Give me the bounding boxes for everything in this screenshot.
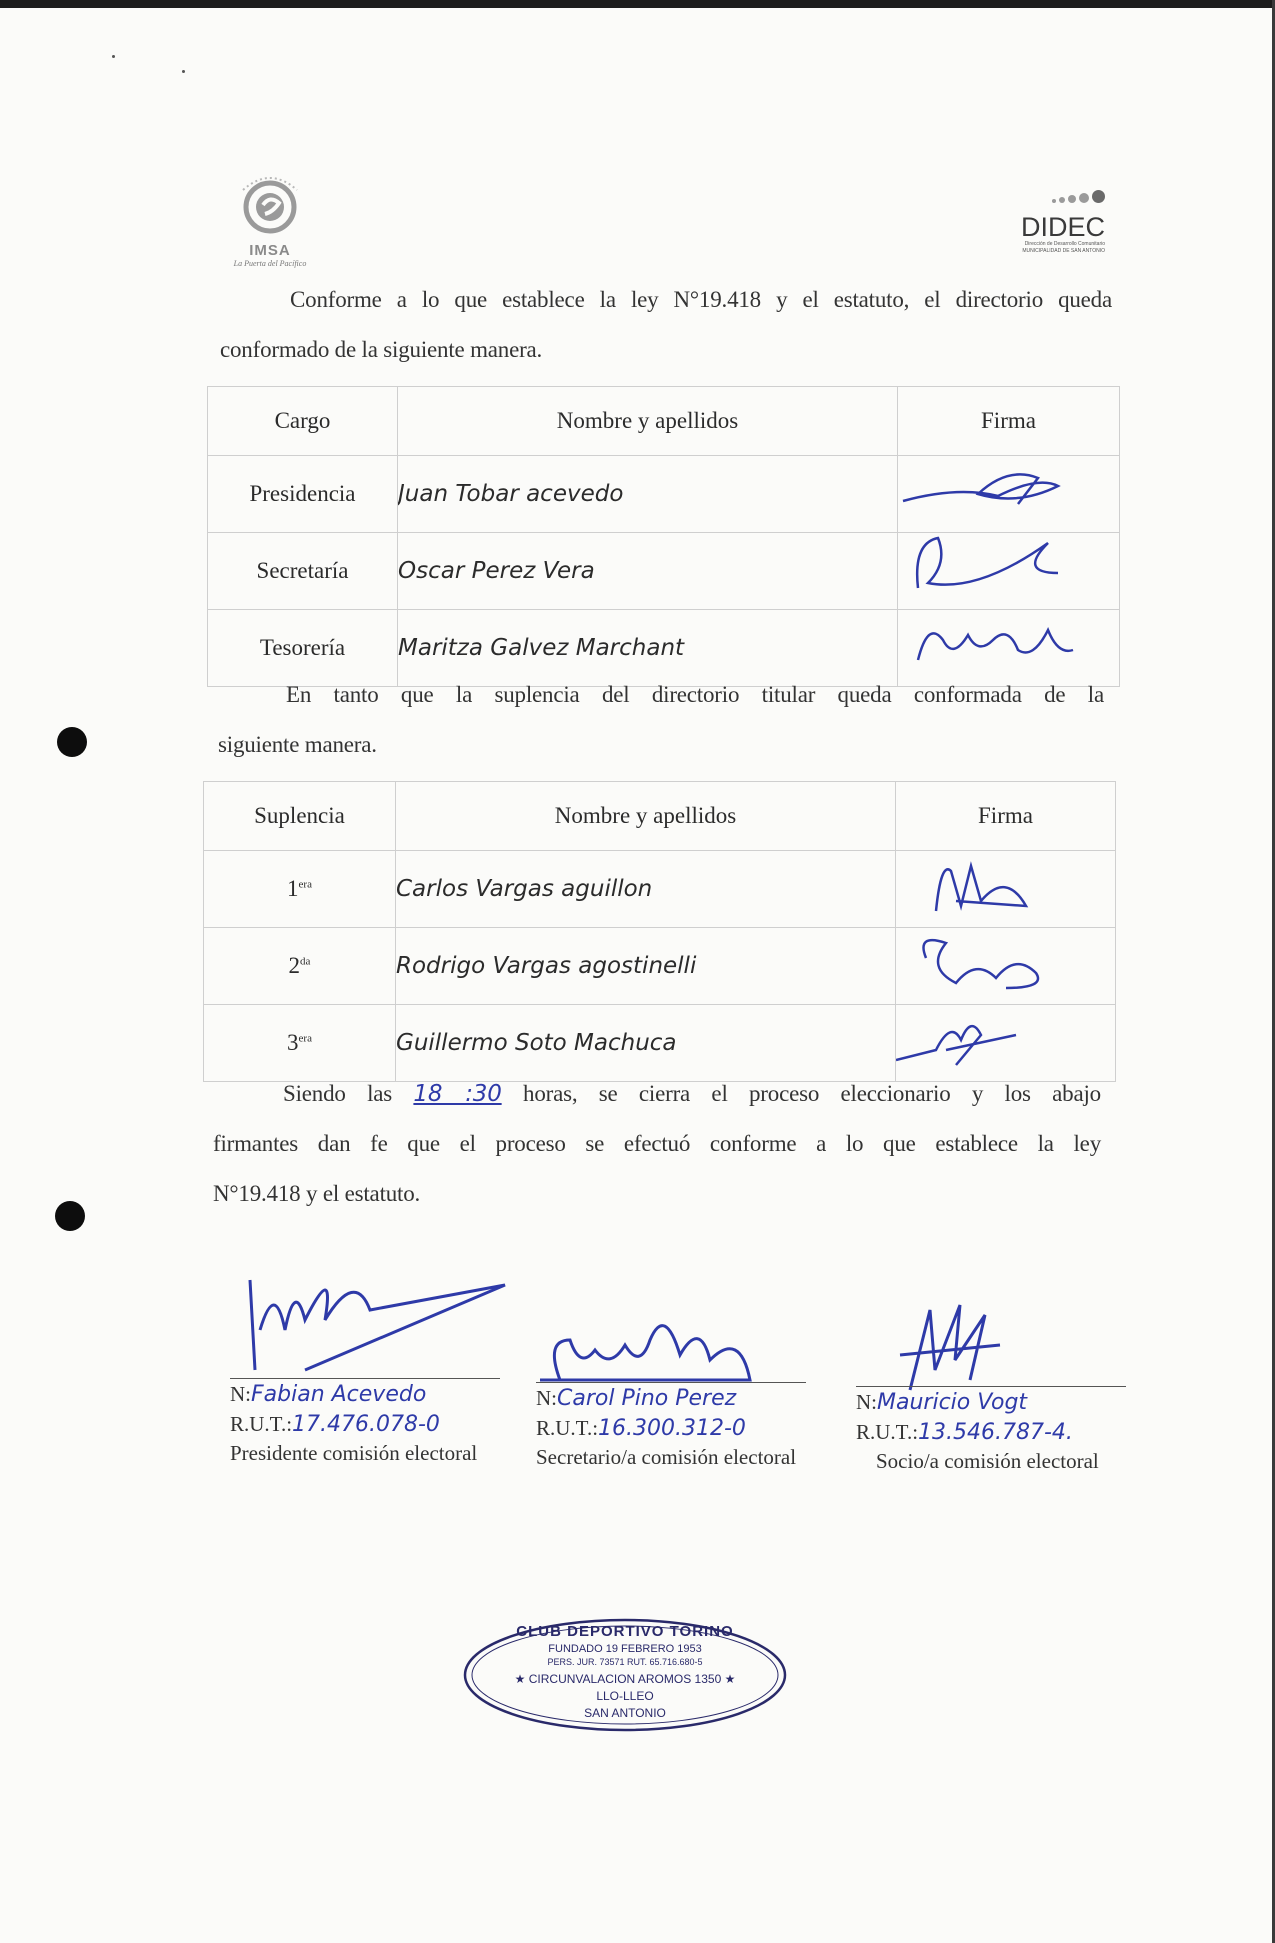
stamp-line-1: FUNDADO 19 FEBRERO 1953 <box>548 1643 702 1655</box>
dideco-logo-name: DIDEC <box>1020 212 1105 242</box>
middle-line-1: En tanto que la suplencia del directorio titular queda conformada de la <box>286 682 1104 707</box>
dideco-logo-tagline: Dirección de Desarrollo Comunitario <box>1024 241 1105 247</box>
signatory-presidente <box>230 1378 510 1466</box>
handwritten-name: Guillermo Soto Machuca <box>396 1005 896 1082</box>
role-label: Presidente comisión electoral <box>230 1441 478 1465</box>
imsa-logo-name: IMSA <box>249 242 291 259</box>
handwritten-name: Rodrigo Vargas agostinelli <box>396 928 896 1005</box>
socio-signature <box>880 1300 1040 1400</box>
suplencia-cell <box>204 928 396 1005</box>
signature-mark <box>896 851 1116 921</box>
signatory-secretario <box>536 1382 816 1470</box>
dideco-logo-tagline-2: MUNICIPALIDAD DE SAN ANTONIO <box>1022 247 1105 254</box>
closing-pre: Siendo las <box>283 1081 414 1106</box>
name-row <box>230 1379 510 1409</box>
handwritten-n-value: Fabian Acevedo <box>251 1382 427 1407</box>
header-firma: Firma <box>898 387 1120 456</box>
closing-line-1 <box>283 1069 1101 1119</box>
scan-speck <box>182 70 185 73</box>
cargo-cell: Secretaría <box>208 533 398 610</box>
ordinal-number: 2 <box>288 953 301 978</box>
table-row <box>208 533 1120 610</box>
signature-mark <box>896 1005 1116 1075</box>
cargo-cell: Presidencia <box>208 456 398 533</box>
ordinal-suffix: era <box>298 1032 312 1045</box>
ordinal-number: 3 <box>287 1030 299 1055</box>
ordinal-suffix: da <box>300 955 311 968</box>
stamp-line-4: LLO-LLEO <box>596 1689 654 1703</box>
rut-label: R.U.T.: <box>230 1412 293 1436</box>
dideco-dots-icon <box>985 190 1105 212</box>
presidente-signature <box>235 1260 515 1390</box>
header-nombre: Nombre y apellidos <box>398 387 898 456</box>
intro-line-1: Conforme a lo que establece la ley N°19.418 y el estatuto, el directorio queda <box>290 287 1112 312</box>
n-label: N: <box>230 1382 251 1406</box>
closing-paragraph <box>213 1069 1101 1219</box>
ordinal-suffix: era <box>298 878 312 891</box>
signature-cell <box>898 533 1120 610</box>
signature-cell <box>898 456 1120 533</box>
closing-rest: horas, se cierra el proceso eleccionario y los abajo <box>501 1081 1101 1106</box>
intro-line-2: conformado de la siguiente manera. <box>220 337 543 362</box>
handwritten-name: Oscar Perez Vera <box>398 533 898 610</box>
rut-label: R.U.T.: <box>536 1416 599 1440</box>
punch-hole <box>57 727 87 757</box>
cargo-cell: Tesorería <box>208 610 398 687</box>
signature-mark <box>898 533 1118 603</box>
handwritten-name: Carlos Vargas aguillon <box>396 851 896 928</box>
handwritten-n-value: Carol Pino Perez <box>557 1386 737 1411</box>
handwritten-name: Maritza Galvez Marchant <box>398 610 898 687</box>
table-row <box>204 928 1116 1005</box>
role-label: Socio/a comisión electoral <box>876 1449 1099 1473</box>
signature-cell <box>896 928 1116 1005</box>
directorio-table <box>207 386 1120 687</box>
n-label: N: <box>856 1390 877 1414</box>
imsa-logo-tagline: La Puerta del Pacífico <box>233 259 307 268</box>
imsa-emblem-icon <box>235 170 305 240</box>
rut-row <box>230 1409 510 1439</box>
header-suplencia: Suplencia <box>204 782 396 851</box>
closing-line-3: N°19.418 y el estatuto. <box>213 1181 421 1206</box>
rut-label: R.U.T.: <box>856 1420 919 1444</box>
club-stamp <box>460 1615 790 1735</box>
table-row <box>208 456 1120 533</box>
rut-row <box>856 1417 1136 1447</box>
imsa-logo <box>210 170 330 268</box>
intro-paragraph <box>220 275 1112 375</box>
table-row <box>204 851 1116 928</box>
handwritten-rut-value: 17.476.078-0 <box>292 1412 440 1437</box>
signature-mark <box>898 456 1118 526</box>
name-row <box>856 1387 1136 1417</box>
closing-line-2: firmantes dan fe que el proceso se efectuó conforme a lo que establece la ley <box>213 1131 1101 1156</box>
stamp-line-2: PERS. JUR. 73571 RUT. 65.716.680-5 <box>547 1657 703 1667</box>
header-nombre: Nombre y apellidos <box>396 782 896 851</box>
middle-line-2: siguiente manera. <box>218 732 377 757</box>
handwritten-n-value: Mauricio Vogt <box>877 1390 1028 1415</box>
rut-row <box>536 1413 816 1443</box>
closing-time: 18 :30 <box>413 1081 502 1107</box>
stamp-arc-text: CLUB DEPORTIVO TORINO <box>516 1623 734 1640</box>
signature-mark <box>896 928 1116 998</box>
signatory-socio <box>856 1386 1136 1474</box>
handwritten-rut-value: 16.300.312-0 <box>598 1416 746 1441</box>
handwritten-rut-value: 13.546.787-4. <box>918 1420 1073 1445</box>
signature-cell <box>896 851 1116 928</box>
ordinal-number: 1 <box>287 876 299 901</box>
scan-speck <box>112 55 115 58</box>
n-label: N: <box>536 1386 557 1410</box>
scan-top-edge <box>0 0 1275 8</box>
header-firma: Firma <box>896 782 1116 851</box>
dideco-logo <box>985 190 1105 254</box>
role-label: Secretario/a comisión electoral <box>536 1445 797 1469</box>
stamp-line-5: SAN ANTONIO <box>584 1706 666 1720</box>
punch-hole <box>55 1201 85 1231</box>
table-header-row <box>208 387 1120 456</box>
suplencia-paragraph <box>218 670 1104 770</box>
stamp-line-3: ★ CIRCUNVALACION AROMOS 1350 ★ <box>514 1672 736 1686</box>
name-row <box>536 1383 816 1413</box>
suplencia-table <box>203 781 1116 1082</box>
table-header-row <box>204 782 1116 851</box>
suplencia-cell <box>204 851 396 928</box>
header-cargo: Cargo <box>208 387 398 456</box>
handwritten-name: Juan Tobar acevedo <box>398 456 898 533</box>
